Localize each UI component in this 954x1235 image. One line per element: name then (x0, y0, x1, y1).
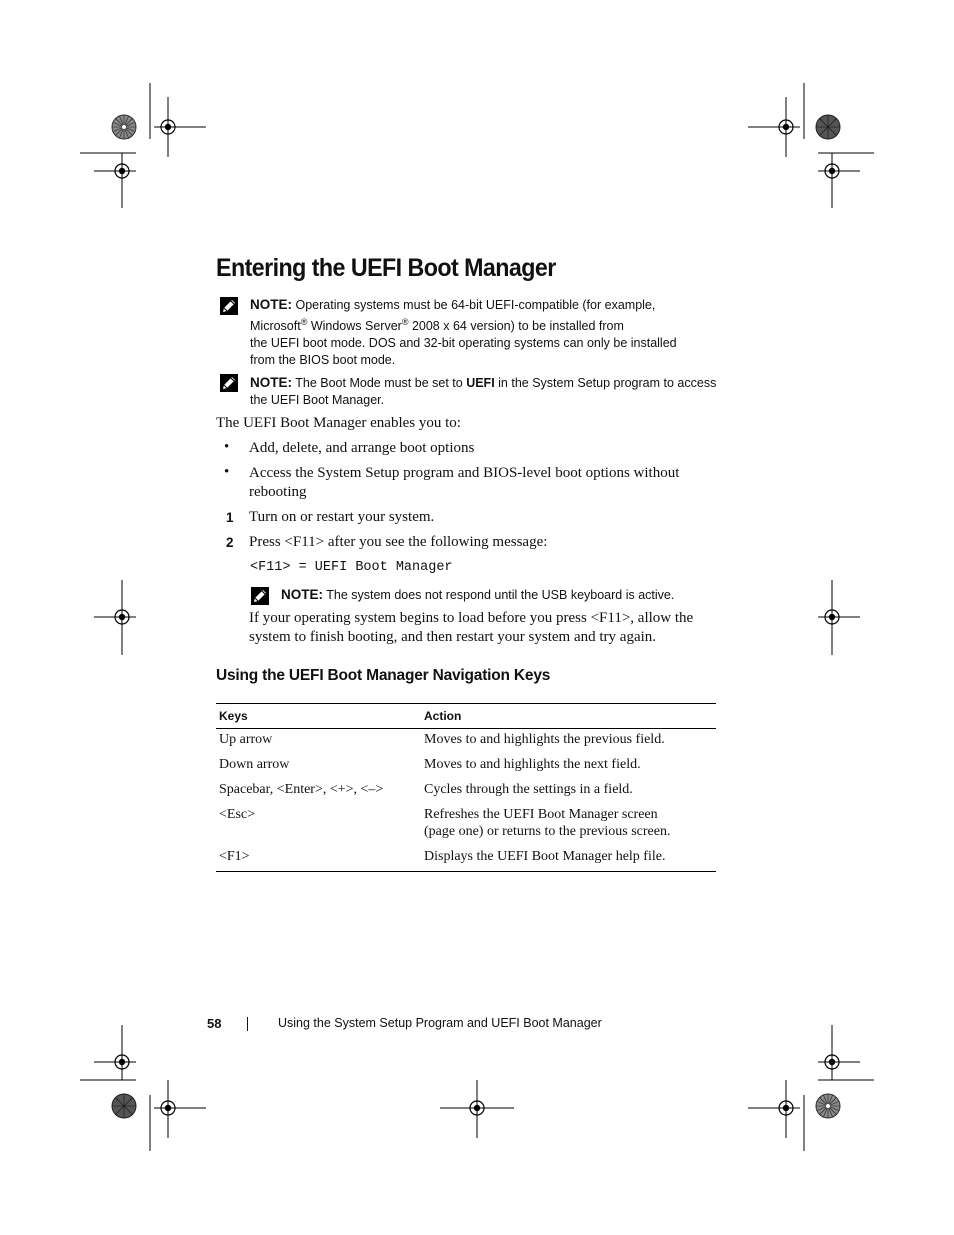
note-pencil-icon (250, 586, 270, 606)
column-header-action: Action (421, 704, 716, 729)
note-text: Windows Server (310, 319, 402, 334)
note-emphasis: UEFI (466, 376, 495, 390)
page-title: Entering the UEFI Boot Manager (216, 254, 556, 282)
section-subheading: Using the UEFI Boot Manager Navigation Keys (216, 667, 551, 684)
navigation-keys-table (216, 703, 716, 872)
note-64bit (250, 296, 720, 369)
note-label: NOTE: (281, 587, 323, 602)
key-cell: <F1> (219, 849, 250, 864)
step-number: 1 (226, 510, 234, 525)
table-row (216, 779, 716, 804)
note-pencil-icon (219, 373, 239, 393)
action-cell: Displays the UEFI Boot Manager help file. (424, 849, 666, 864)
note-text: The Boot Mode must be set to (295, 376, 463, 390)
note-text: The system does not respond until the USB keyboard is active. (326, 588, 675, 602)
intro-text: The UEFI Boot Manager enables you to: (216, 415, 461, 431)
footer-chapter-title: Using the System Setup Program and UEFI Boot Manager (278, 1016, 602, 1030)
note-text: Operating systems must be 64-bit UEFI-compatible (for example, (295, 298, 656, 312)
code-message: <F11> = UEFI Boot Manager (250, 560, 453, 575)
bullet-symbol: • (224, 439, 230, 455)
step-text: Press <F11> after you see the following message: (249, 534, 548, 550)
note-label: NOTE: (250, 297, 292, 312)
registered-mark: ® (401, 317, 409, 327)
registered-mark: ® (300, 317, 308, 327)
step-text: Turn on or restart your system. (249, 509, 435, 525)
footer-divider (247, 1017, 248, 1031)
note-text: in the System Setup program to access (498, 376, 717, 390)
table-header-row (216, 704, 716, 729)
bullet-item: Add, delete, and arrange boot options (249, 440, 475, 456)
note-usb-keyboard (281, 586, 721, 604)
action-cell (421, 804, 716, 846)
note-boot-mode (250, 374, 720, 409)
note-label: NOTE: (250, 375, 292, 390)
table-row (216, 754, 716, 779)
note-text: 2008 x 64 version) to be installed from (411, 319, 624, 334)
action-line: (page one) or returns to the previous screen. (424, 824, 671, 839)
bullet-symbol: • (224, 464, 230, 480)
table-row (216, 846, 716, 872)
key-cell: <Esc> (219, 807, 256, 822)
note-pencil-icon (219, 296, 239, 316)
key-cell: Down arrow (219, 757, 290, 772)
table-row (216, 804, 716, 846)
step-number: 2 (226, 535, 234, 550)
bullet-item: Access the System Setup program and BIOS-level boot options without (249, 465, 680, 481)
note-text: the UEFI boot mode. DOS and 32-bit operating systems can only be installed (250, 336, 677, 351)
action-cell: Cycles through the settings in a field. (424, 782, 633, 797)
followup-line: If your operating system begins to load before you press <F11>, allow the (249, 610, 694, 626)
bullet-item-continued: rebooting (249, 484, 307, 500)
action-line: Refreshes the UEFI Boot Manager screen (424, 807, 658, 822)
action-cell: Moves to and highlights the next field. (424, 757, 641, 772)
table-row (216, 729, 716, 755)
column-header-keys: Keys (216, 704, 421, 729)
action-cell: Moves to and highlights the previous field. (424, 732, 665, 747)
key-cell: Up arrow (219, 732, 273, 747)
note-text: from the BIOS boot mode. (250, 353, 396, 368)
key-cell: Spacebar, <Enter>, <+>, <–> (219, 782, 384, 797)
note-text: Microsoft (250, 319, 301, 334)
note-text: the UEFI Boot Manager. (250, 393, 385, 407)
followup-line: system to finish booting, and then restart your system and try again. (249, 629, 657, 645)
page-number: 58 (207, 1016, 222, 1031)
